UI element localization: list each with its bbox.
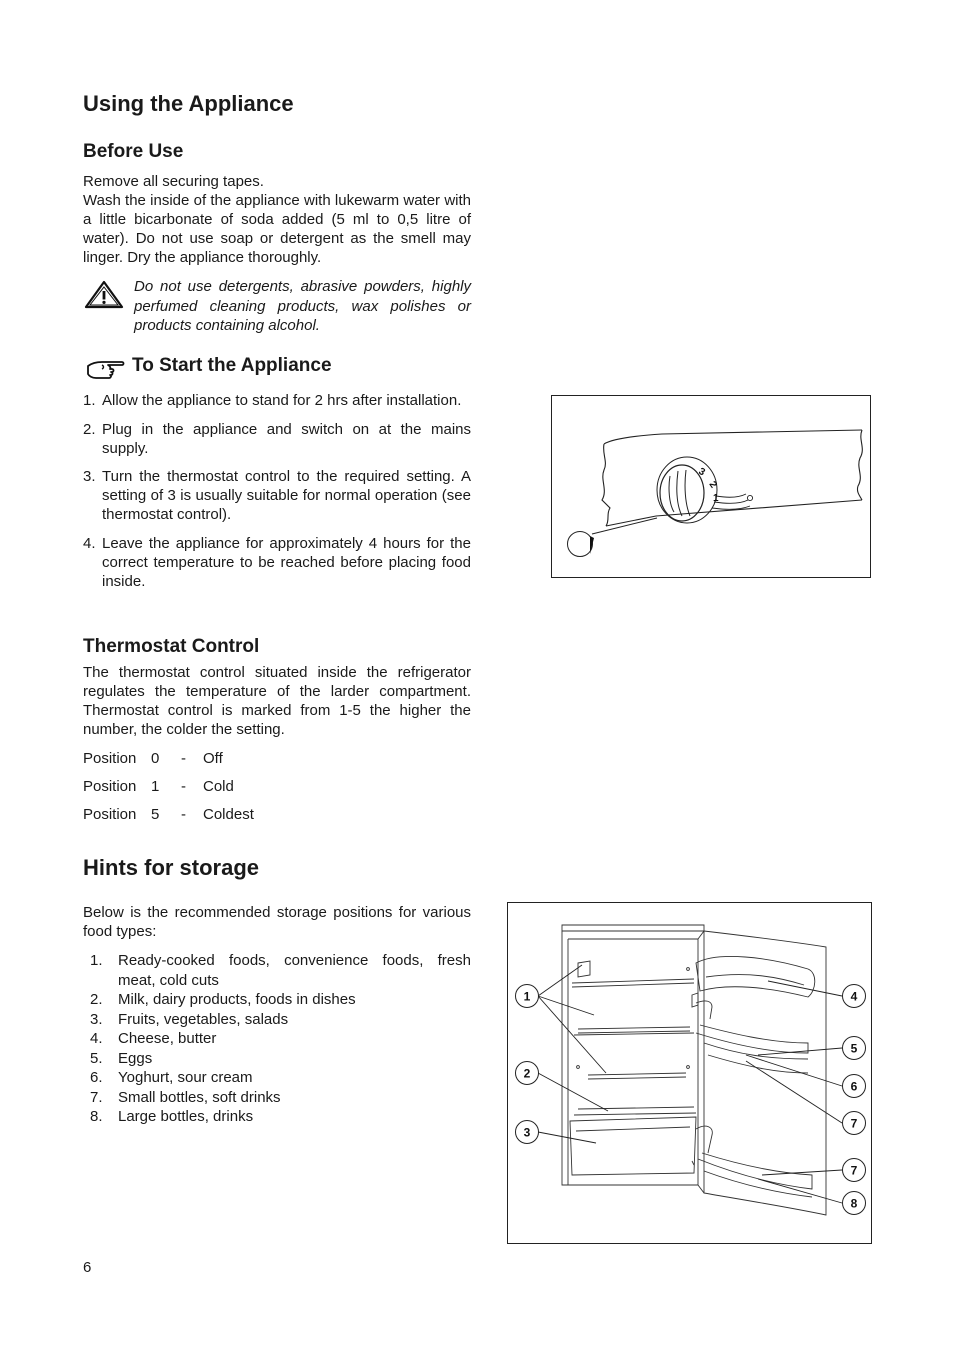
list-item: 1. Allow the appliance to stand for 2 hrs after installation.: [83, 392, 462, 409]
dial-label: 1: [713, 493, 719, 504]
before-use-heading: Before Use: [83, 141, 184, 162]
page-number: 6: [83, 1259, 92, 1276]
warning-text: Do not use detergents, abrasive powders, highly perfumed cleaning products, wax polishes or products containing alcohol.: [134, 278, 471, 334]
start-steps-list: [83, 391, 471, 600]
callout-label: 1: [523, 989, 531, 1004]
callout-label: 7: [850, 1163, 858, 1178]
list-item: 5. Eggs: [90, 1049, 153, 1067]
thermostat-description: The thermostat control situated inside the refrigerator regulates the temperature of the larder compartment. Thermostat control is marked from 1-5 the higher the number, the colder the setting.: [83, 664, 471, 738]
list-item: 1. Ready-cooked foods, convenience foods, fresh meat, cold cuts: [90, 952, 471, 989]
thermostat-figure: [551, 395, 871, 578]
list-item: 8. Large bottles, drinks: [90, 1108, 254, 1125]
list-item: 6. Yoghurt, sour cream: [90, 1069, 253, 1086]
list-item: 4. Leave the appliance for approximately 4 hours for the correct temperature to be reached before placing food inside.: [83, 534, 471, 590]
before-use-line1: Remove all securing tapes.: [83, 173, 264, 190]
callout-label: 3: [523, 1125, 531, 1140]
warning-icon: [84, 280, 124, 310]
list-item: 3. Fruits, vegetables, salads: [90, 1010, 289, 1028]
callout-label: 6: [850, 1079, 858, 1094]
callout-label: 4: [850, 989, 858, 1004]
storage-intro: Below is the recommended storage positions for various food types:: [83, 904, 471, 940]
refrigerator-illustration: [508, 903, 871, 1243]
thermostat-illustration: [552, 396, 870, 577]
list-item: 2. Plug in the appliance and switch on at the mains supply.: [83, 420, 471, 457]
thermostat-heading: Thermostat Control: [83, 636, 260, 657]
refrigerator-figure: [507, 902, 872, 1244]
dial-label: 3: [696, 466, 707, 479]
list-item: 3. Turn the thermostat control to the required setting. A setting of 3 is usually suitable for normal operation (see thermostat control).: [83, 468, 471, 523]
list-item: 7. Small bottles, soft drinks: [90, 1088, 281, 1106]
list-item: 2. Milk, dairy products, foods in dishes: [90, 991, 356, 1008]
page-heading: Using the Appliance: [83, 91, 294, 116]
pointing-hand-icon: [86, 357, 126, 383]
list-item: 4. Cheese, butter: [90, 1030, 217, 1047]
start-appliance-heading: To Start the Appliance: [132, 355, 332, 376]
callout-label: 8: [850, 1196, 858, 1211]
callout-label: 2: [523, 1066, 531, 1081]
storage-heading: Hints for storage: [83, 855, 260, 880]
dial-label: 2: [706, 479, 719, 491]
before-use-instructions: Wash the inside of the appliance with lukewarm water with a little bicarbonate of soda added (5 ml to 0,5 litre of water). Do not use soap or detergent as the smell may linger. Dry the appliance thoroughly.: [83, 192, 471, 266]
callout-label: 5: [850, 1041, 858, 1056]
storage-list: [83, 951, 471, 1127]
callout-label: 7: [850, 1116, 858, 1131]
